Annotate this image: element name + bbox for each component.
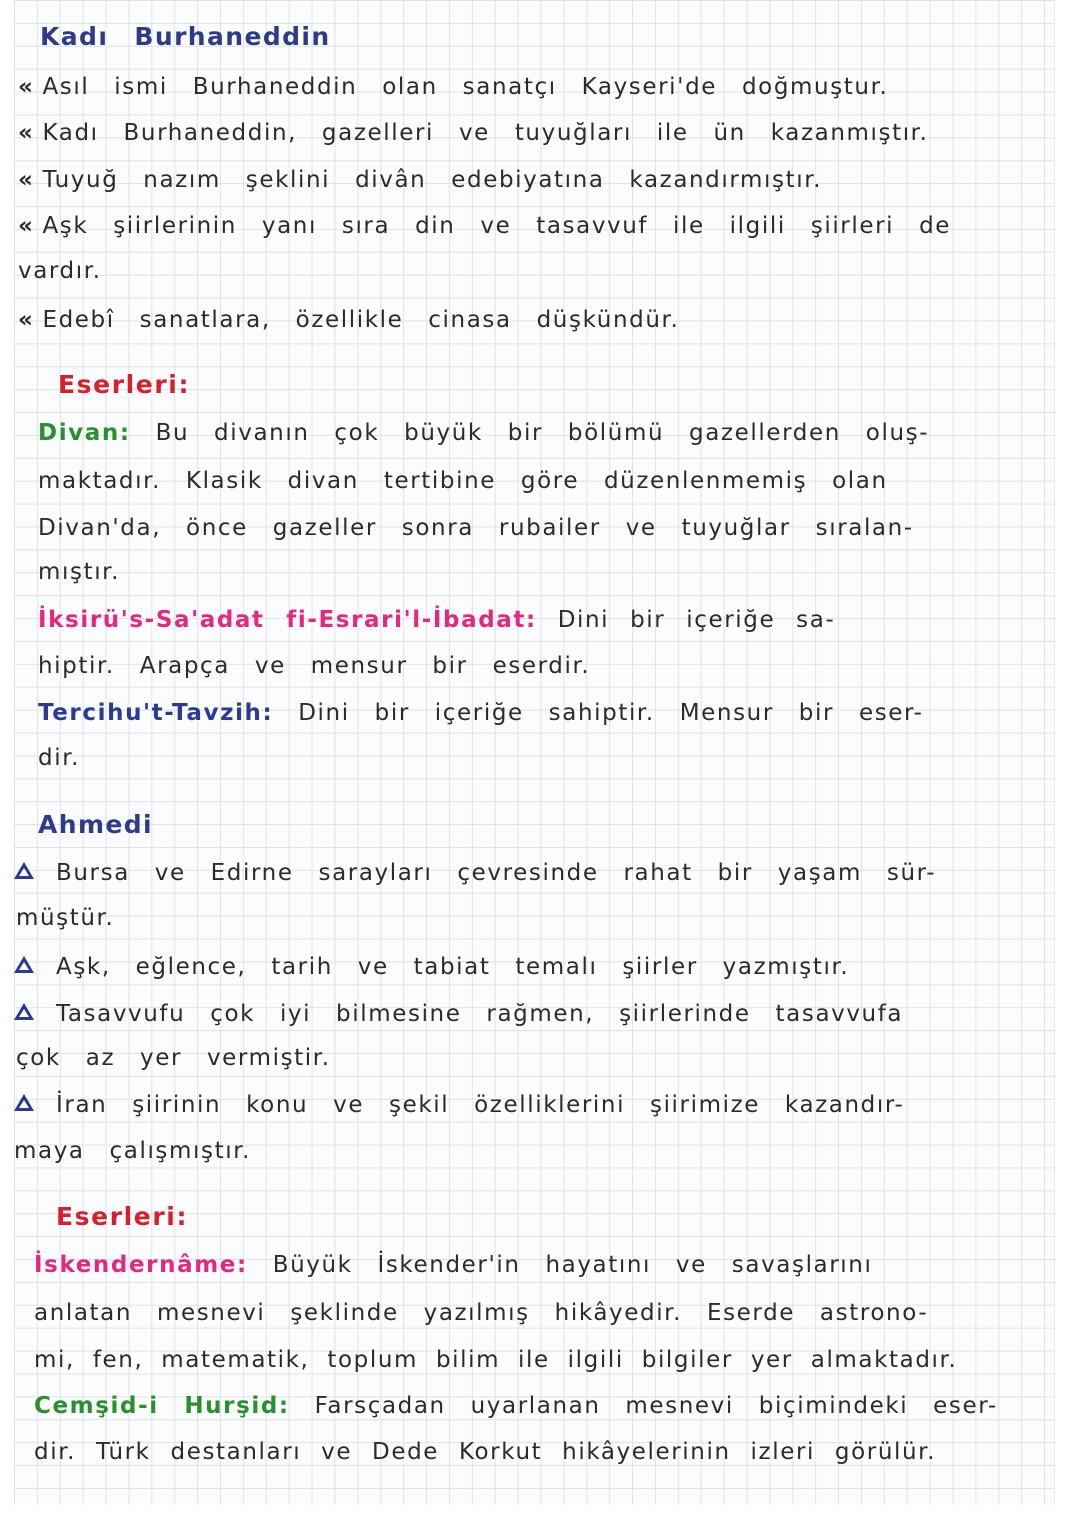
- text-line: vardır.: [18, 258, 102, 284]
- section-title-ahmedi: Ahmedi: [38, 810, 154, 839]
- work-title: Cemşid-i Hurşid:: [34, 1393, 290, 1419]
- guillemet-bullet-icon: «: [18, 74, 35, 100]
- work-entry: Cemşid-i Hurşid: Farsçadan uyarlanan mesnevi biçimindeki eser-: [34, 1393, 998, 1419]
- triangle-bullet-icon: [14, 956, 34, 973]
- work-title: Tercihu't-Tavzih:: [38, 700, 274, 726]
- text-line: müştür.: [16, 905, 115, 931]
- text-line: mi, fen, matematik, toplum bilim ile ilgili bilgiler yer almaktadır.: [34, 1347, 958, 1373]
- text-line: maktadır. Klasik divan tertibine göre düzenlenmemiş olan: [38, 468, 888, 494]
- text-line: mıştır.: [38, 559, 121, 585]
- text-line: anlatan mesnevi şeklinde yazılmış hikâyedir. Eserde astrono-: [34, 1300, 929, 1326]
- bullet-line: Aşk, eğlence, tarih ve tabiat temalı şiirler yazmıştır.: [14, 952, 849, 982]
- work-entry: İskendernâme: Büyük İskender'in hayatını ve savaşlarını: [34, 1252, 873, 1278]
- bullet-line: « Edebî sanatlara, özellikle cinasa düşkündür.: [18, 307, 680, 333]
- works-heading: Eserleri:: [56, 1202, 189, 1231]
- text-line: dir. Türk destanları ve Dede Korkut hikâyelerinin izleri görülür.: [34, 1439, 937, 1465]
- bullet-line: « Aşk şiirlerinin yanı sıra din ve tasavvuf ile ilgili şiirleri de: [18, 213, 952, 239]
- bullet-line: İran şiirinin konu ve şekil özelliklerini şiirimize kazandır-: [14, 1090, 904, 1120]
- guillemet-bullet-icon: «: [18, 213, 35, 239]
- works-heading: Eserleri:: [58, 370, 191, 399]
- work-entry: Tercihu't-Tavzih: Dini bir içeriğe sahiptir. Mensur bir eser-: [38, 700, 924, 726]
- bullet-line: Tasavvufu çok iyi bilmesine rağmen, şiirlerinde tasavvufa: [14, 999, 903, 1029]
- text-line: çok az yer vermiştir.: [16, 1045, 331, 1071]
- bullet-line: « Tuyuğ nazım şeklini divân edebiyatına kazandırmıştır.: [18, 167, 823, 193]
- work-entry: Divan: Bu divanın çok büyük bir bölümü gazellerden oluş-: [38, 420, 930, 446]
- bullet-line: « Asıl ismi Burhaneddin olan sanatçı Kayseri'de doğmuştur.: [18, 74, 889, 100]
- bullet-line: Bursa ve Edirne sarayları çevresinde rahat bir yaşam sür-: [14, 858, 936, 888]
- guillemet-bullet-icon: «: [18, 307, 35, 333]
- triangle-bullet-icon: [14, 1003, 34, 1020]
- guillemet-bullet-icon: «: [18, 120, 35, 146]
- text-line: dir.: [38, 745, 81, 771]
- work-entry: İksirü's-Sa'adat fi-Esrari'l-İbadat: Dini bir içeriğe sa-: [38, 607, 836, 633]
- triangle-bullet-icon: [14, 862, 34, 879]
- bullet-line: « Kadı Burhaneddin, gazelleri ve tuyuğları ile ün kazanmıştır.: [18, 120, 929, 146]
- section-title-burhaneddin: Kadı Burhaneddin: [40, 22, 331, 51]
- work-title: İksirü's-Sa'adat fi-Esrari'l-İbadat:: [38, 607, 537, 633]
- text-line: hiptir. Arapça ve mensur bir eserdir.: [38, 653, 591, 679]
- text-line: Divan'da, önce gazeller sonra rubailer ve tuyuğlar sıralan-: [38, 515, 914, 541]
- work-title: Divan:: [38, 420, 131, 446]
- triangle-bullet-icon: [14, 1094, 34, 1111]
- guillemet-bullet-icon: «: [18, 167, 35, 193]
- text-line: maya çalışmıştır.: [14, 1138, 252, 1164]
- work-title: İskendernâme:: [34, 1252, 248, 1278]
